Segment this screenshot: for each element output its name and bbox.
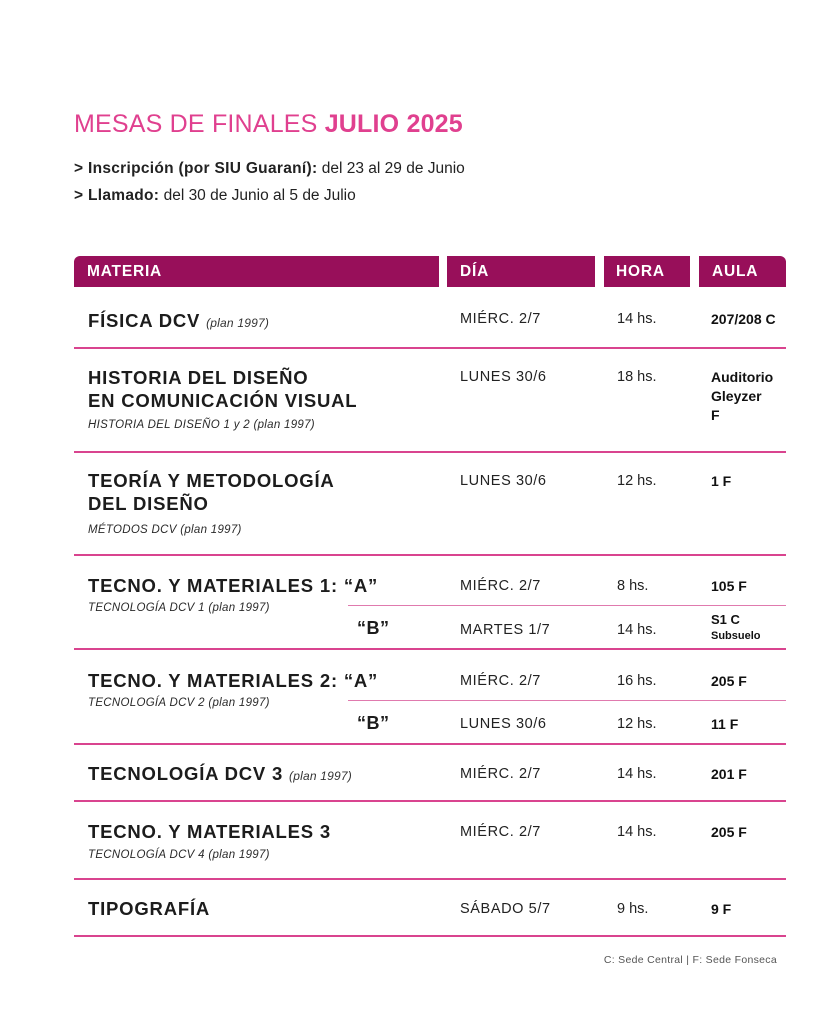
aula-cell: 9 F: [711, 901, 732, 917]
materia-teoria-l2: DEL DISEÑO: [88, 493, 209, 514]
row-divider: [74, 743, 786, 745]
materia-name: TECNOLOGÍA DCV 3: [88, 763, 284, 784]
dia-cell-b: LUNES 30/6: [460, 716, 547, 732]
materia-historia-l2: EN COMUNICACIÓN VISUAL: [88, 390, 358, 411]
aula-cell-l1: Auditorio: [711, 369, 774, 385]
materia-tecnologia3: [88, 762, 352, 788]
aula-cell: 207/208 C: [711, 311, 776, 327]
hora-cell: 18 hs.: [617, 369, 657, 385]
row-divider: [74, 451, 786, 453]
page-title: [74, 110, 463, 139]
table-bottom-line: [74, 935, 786, 937]
materia-tecno1: TECNO. Y MATERIALES 1: “A”: [88, 575, 379, 596]
group-b-label: “B”: [357, 618, 390, 638]
materia-plan: (plan 1997): [206, 316, 270, 330]
header-aula: AULA: [699, 256, 786, 287]
aula-cell-l3: F: [711, 407, 720, 423]
row-divider: [74, 554, 786, 556]
hora-cell: 12 hs.: [617, 473, 657, 489]
aula-cell: 105 F: [711, 578, 747, 594]
hora-cell: 16 hs.: [617, 673, 657, 689]
dia-cell: MIÉRC. 2/7: [460, 766, 541, 782]
aula-cell-b: 11 F: [711, 716, 739, 732]
dia-cell: MIÉRC. 2/7: [460, 824, 541, 840]
materia-tecno2: TECNO. Y MATERIALES 2: “A”: [88, 670, 379, 691]
materia-tipografia: TIPOGRAFÍA: [88, 898, 211, 919]
dia-cell: SÁBADO 5/7: [460, 901, 551, 917]
materia-sub: TECNOLOGÍA DCV 2 (plan 1997): [88, 697, 270, 709]
materia-sub: HISTORIA DEL DISEÑO 1 y 2 (plan 1997): [88, 419, 315, 431]
materia-sub: TECNOLOGÍA DCV 1 (plan 1997): [88, 602, 270, 614]
llamado-value: del 30 de Junio al 5 de Julio: [159, 187, 356, 204]
aula-cell: 205 F: [711, 824, 747, 840]
group-b-label: “B”: [357, 713, 390, 733]
aula-cell-b-l2: Subsuelo: [711, 630, 761, 642]
row-divider: [74, 347, 786, 349]
header-dia: DÍA: [447, 256, 595, 287]
header-materia: MATERIA: [74, 256, 439, 287]
materia-teoria-l1: TEORÍA Y METODOLOGÍA: [88, 470, 335, 491]
row-divider: [74, 800, 786, 802]
aula-cell-b-l1: S1 C: [711, 612, 740, 627]
title-highlight: JULIO 2025: [324, 110, 463, 138]
hora-cell: 14 hs.: [617, 311, 657, 327]
hora-cell-b: 12 hs.: [617, 716, 657, 732]
materia-tecno3: TECNO. Y MATERIALES 3: [88, 821, 331, 842]
dia-cell-b: MARTES 1/7: [460, 622, 551, 638]
hora-cell-b: 14 hs.: [617, 622, 657, 638]
sub-row-divider: [348, 605, 786, 606]
aula-cell-l2: Gleyzer: [711, 388, 762, 404]
hora-cell: 14 hs.: [617, 766, 657, 782]
aula-cell: 201 F: [711, 766, 747, 782]
inscripcion-label: > Inscripción (por SIU Guaraní):: [74, 160, 318, 177]
llamado-label: > Llamado:: [74, 187, 160, 204]
dia-cell: MIÉRC. 2/7: [460, 311, 541, 327]
dia-cell: LUNES 30/6: [460, 369, 547, 385]
materia-historia-l1: HISTORIA DEL DISEÑO: [88, 367, 309, 388]
dia-cell: MIÉRC. 2/7: [460, 578, 541, 594]
materia-name: FÍSICA DCV: [88, 310, 201, 331]
aula-cell: 1 F: [711, 473, 732, 489]
row-divider: [74, 648, 786, 650]
materia-sub: TECNOLOGÍA DCV 4 (plan 1997): [88, 849, 270, 861]
inscripcion-info: [74, 160, 465, 178]
llamado-info: [74, 187, 356, 205]
sub-row-divider: [348, 700, 786, 701]
title-main: MESAS DE FINALES: [74, 110, 325, 138]
materia-sub: MÉTODOS DCV (plan 1997): [88, 524, 242, 536]
hora-cell: 14 hs.: [617, 824, 657, 840]
materia-plan: (plan 1997): [289, 769, 352, 783]
aula-cell: 205 F: [711, 673, 747, 689]
header-hora: HORA: [604, 256, 690, 287]
hora-cell: 9 hs.: [617, 901, 649, 917]
materia-fisica: [88, 309, 269, 335]
inscripcion-value: del 23 al 29 de Junio: [317, 160, 465, 177]
footer-legend: C: Sede Central | F: Sede Fonseca: [603, 954, 777, 966]
dia-cell: MIÉRC. 2/7: [460, 673, 541, 689]
hora-cell: 8 hs.: [617, 578, 649, 594]
row-divider: [74, 878, 786, 880]
dia-cell: LUNES 30/6: [460, 473, 547, 489]
